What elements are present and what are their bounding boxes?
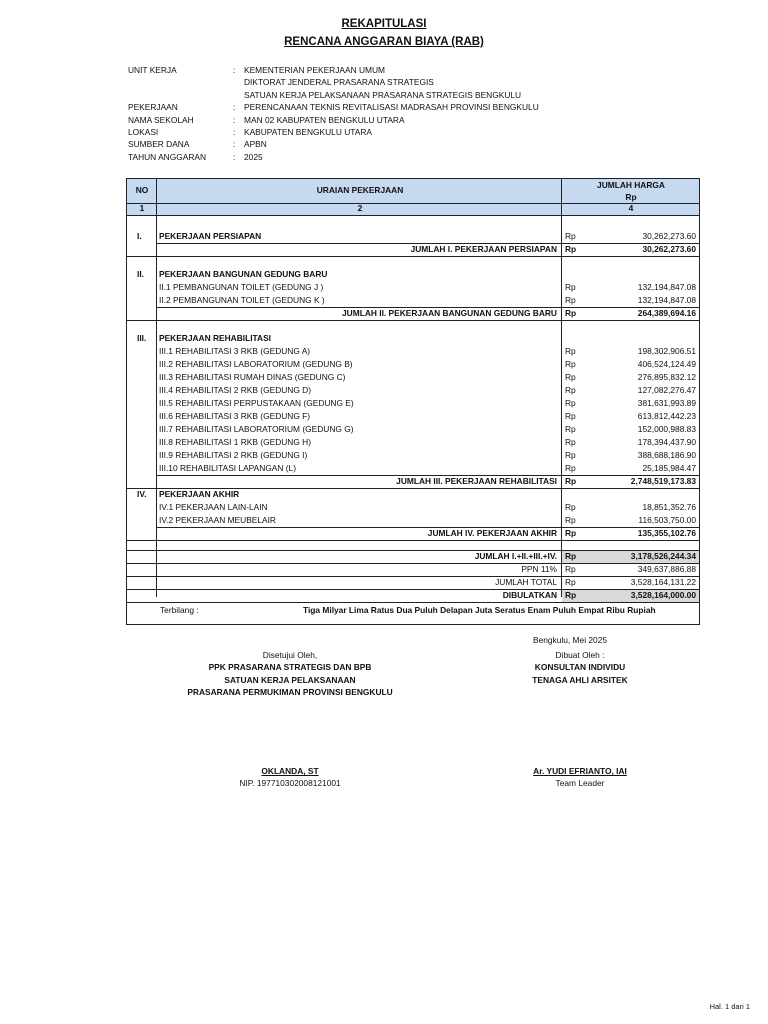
info-label: PEKERJAAN (128, 102, 178, 113)
total-amount: 3,178,526,244.34 (630, 551, 696, 561)
section-row (127, 230, 699, 243)
total-label: DIBULATKAN (502, 590, 557, 600)
row-no: III. (137, 333, 147, 343)
row-desc: III.9 REHABILITASI 2 RKB (GEDUNG I) (159, 450, 308, 460)
terbilang-label: Terbilang : (160, 605, 199, 615)
table-row (127, 501, 699, 514)
table-row (127, 358, 699, 371)
rab-table (126, 178, 700, 625)
row-desc: III.7 REHABILITASI LABORATORIUM (GEDUNG G) (159, 424, 354, 434)
made-by-label: Dibuat Oleh : (555, 650, 605, 660)
row-rp: Rp (565, 398, 576, 408)
row-desc: III.10 REHABILITASI LAPANGAN (L) (159, 463, 296, 473)
row-amount: 135,355,102.76 (637, 528, 696, 538)
row-rp: Rp (565, 450, 576, 460)
total-label: JUMLAH TOTAL (495, 577, 557, 587)
header-rp: Rp (625, 192, 637, 202)
subtotal-line-top (156, 527, 699, 528)
row-rp: Rp (565, 244, 577, 254)
table-row (127, 384, 699, 397)
row-rp: Rp (565, 437, 576, 447)
row-amount: 152,000,988.83 (637, 424, 696, 434)
row-desc: III.3 REHABILITASI RUMAH DINAS (GEDUNG C) (159, 372, 346, 382)
row-rp: Rp (565, 308, 577, 318)
row-desc: III.1 REHABILITASI 3 RKB (GEDUNG A) (159, 346, 311, 356)
right-signatory (480, 649, 680, 686)
left-title-3: PRASARANA PERMUKIMAN PROVINSI BENGKULU (187, 687, 393, 698)
row-amount: 406,524,124.49 (637, 359, 696, 369)
right-title-1: KONSULTAN INDIVIDU (534, 662, 626, 673)
row-desc: JUMLAH I. PEKERJAAN PERSIAPAN (410, 244, 557, 254)
table-row (127, 281, 699, 294)
table-row (127, 397, 699, 410)
left-title-2: SATUAN KERJA PELAKSANAAN (224, 674, 356, 685)
table-row (127, 436, 699, 449)
row-desc: II.1 PEMBANGUNAN TOILET (GEDUNG J ) (159, 282, 324, 292)
colnum-2: 2 (357, 203, 363, 213)
row-desc: III.6 REHABILITASI 3 RKB (GEDUNG F) (159, 411, 311, 421)
row-rp: Rp (565, 231, 576, 241)
row-rp: Rp (565, 424, 576, 434)
row-desc: JUMLAH IV. PEKERJAAN AKHIR (427, 528, 557, 538)
totals-line (127, 602, 699, 603)
row-desc: PEKERJAAN BANGUNAN GEDUNG BARU (159, 269, 328, 279)
row-rp: Rp (565, 528, 577, 538)
row-no: II. (137, 269, 144, 279)
info-colon: : (233, 126, 236, 137)
section-row (127, 488, 699, 501)
total-rp: Rp (565, 590, 577, 600)
row-amount: 381,631,993.89 (637, 398, 696, 408)
row-desc: III.2 REHABILITASI LABORATORIUM (GEDUNG B) (159, 359, 353, 369)
info-value: KABUPATEN BENGKULU UTARA (244, 126, 372, 137)
row-no: I. (137, 231, 142, 241)
total-rp: Rp (565, 577, 576, 587)
info-colon: : (233, 65, 236, 75)
place-date: Bengkulu, Mei 2025 (532, 635, 608, 645)
right-signatory-name: Ar. YUDI EFRIANTO, IAI (533, 766, 627, 776)
approved-by-label: Disetujui Oleh, (262, 650, 318, 660)
total-label: JUMLAH I.+II.+III.+IV. (474, 551, 557, 561)
row-rp: Rp (565, 502, 576, 512)
row-desc: PEKERJAAN AKHIR (159, 489, 240, 499)
left-signatory-name: OKLANDA, ST (261, 766, 319, 776)
row-amount: 276,895,832.12 (637, 372, 696, 382)
row-amount: 198,302,906.51 (637, 346, 696, 356)
header-uraian: URAIAN PEKERJAAN (316, 185, 404, 195)
colnum-divider (127, 215, 699, 216)
terbilang-text: Tiga Milyar Lima Ratus Dua Puluh Delapan Juta Seratus Enam Puluh Empat Ribu Rupiah (303, 605, 656, 615)
info-colon: : (233, 151, 236, 162)
left-signatory-nip: NIP. 197710302008121001 (239, 778, 341, 789)
table-row (127, 371, 699, 384)
header-jumlah-harga: JUMLAH HARGA (597, 180, 665, 190)
row-no: IV. (137, 489, 147, 499)
info-value: DIKTORAT JENDERAL PRASARANA STRATEGIS (244, 77, 434, 88)
section-row (127, 332, 699, 345)
row-rp: Rp (565, 463, 576, 473)
row-rp: Rp (565, 385, 576, 395)
document-title: REKAPITULASI (341, 18, 427, 30)
subtotal-row (127, 307, 699, 320)
total-row (127, 576, 699, 589)
left-title-1: PPK PRASARANA STRATEGIS DAN BPB (208, 662, 372, 673)
info-label: NAMA SEKOLAH (128, 114, 194, 125)
row-rp: Rp (565, 372, 576, 382)
left-signature-block (160, 765, 420, 790)
section-row (127, 268, 699, 281)
info-colon: : (233, 139, 236, 150)
row-desc: III.5 REHABILITASI PERPUSTAKAAN (GEDUNG E) (159, 398, 354, 408)
total-amount: 3,528,164,000.00 (630, 590, 696, 600)
totals-line (127, 540, 699, 541)
row-desc: IV.1 PEKERJAAN LAIN-LAIN (159, 502, 268, 512)
info-label: LOKASI (128, 126, 159, 137)
info-colon: : (233, 114, 236, 125)
right-signature-block (480, 765, 680, 790)
right-signatory-role: Team Leader (555, 778, 605, 789)
document-subtitle: RENCANA ANGGARAN BIAYA (RAB) (284, 36, 484, 48)
row-amount: 18,851,352.76 (642, 502, 696, 512)
subtotal-row (127, 475, 699, 488)
total-amount: 349,637,886.88 (637, 564, 696, 574)
info-colon: : (233, 102, 236, 113)
row-amount: 388,688,186.90 (637, 450, 696, 460)
info-value: 2025 (244, 151, 263, 162)
colnum-4: 4 (628, 203, 634, 213)
row-desc: PEKERJAAN PERSIAPAN (159, 231, 262, 241)
row-rp: Rp (565, 476, 577, 486)
row-amount: 132,194,847.08 (637, 295, 696, 305)
row-rp: Rp (565, 411, 576, 421)
row-amount: 264,389,694.16 (637, 308, 696, 318)
header-divider (127, 203, 699, 204)
info-value: KEMENTERIAN PEKERJAAN UMUM (244, 65, 385, 75)
row-rp: Rp (565, 295, 576, 305)
table-row (127, 462, 699, 475)
page-number: Hal. 1 dari 1 (709, 1002, 750, 1011)
row-amount: 178,394,437.90 (637, 437, 696, 447)
row-desc: IV.2 PEKERJAAN MEUBELAIR (159, 515, 276, 525)
left-signatory (160, 649, 420, 699)
total-label: PPN 11% (521, 564, 557, 574)
total-amount: 3,528,164,131.22 (630, 577, 696, 587)
colnum-1: 1 (139, 203, 145, 213)
row-amount: 30,262,273.60 (642, 231, 696, 241)
table-row (127, 410, 699, 423)
right-title-2: TENAGA AHLI ARSITEK (532, 674, 628, 685)
table-row (127, 423, 699, 436)
row-rp: Rp (565, 346, 576, 356)
row-amount: 127,082,276.47 (637, 385, 696, 395)
row-desc: JUMLAH II. PEKERJAAN BANGUNAN GEDUNG BARU (342, 308, 557, 318)
row-desc: JUMLAH III. PEKERJAAN REHABILITASI (396, 476, 557, 486)
row-desc: PEKERJAAN REHABILITASI (159, 333, 271, 343)
info-label: SUMBER DANA (128, 139, 190, 150)
info-label: UNIT KERJA (128, 65, 177, 75)
row-amount: 613,812,442.23 (637, 411, 696, 421)
row-rp: Rp (565, 359, 576, 369)
subtotal-row (127, 243, 699, 256)
total-row (127, 589, 699, 602)
total-rp: Rp (565, 564, 576, 574)
row-amount: 132,194,847.08 (637, 282, 696, 292)
subtotal-line-bottom (127, 320, 699, 321)
row-desc: III.8 REHABILITASI 1 RKB (GEDUNG H) (159, 437, 312, 447)
table-row (127, 345, 699, 358)
subtotal-line-bottom (127, 256, 699, 257)
row-rp: Rp (565, 515, 576, 525)
table-row (127, 514, 699, 527)
row-amount: 25,185,984.47 (642, 463, 696, 473)
header-no: NO (135, 185, 149, 195)
row-desc: III.4 REHABILITASI 2 RKB (GEDUNG D) (159, 385, 312, 395)
row-desc: II.2 PEMBANGUNAN TOILET (GEDUNG K ) (159, 295, 325, 305)
total-rp: Rp (565, 551, 577, 561)
row-rp: Rp (565, 282, 576, 292)
subtotal-line-top (156, 307, 699, 308)
table-row (127, 449, 699, 462)
info-label: TAHUN ANGGARAN (128, 151, 207, 162)
table-row (127, 294, 699, 307)
info-value: SATUAN KERJA PELAKSANAAN PRASARANA STRATEGIS BENGKULU (244, 89, 522, 100)
subtotal-line-top (156, 243, 699, 244)
total-row (127, 563, 699, 576)
subtotal-row (127, 527, 699, 540)
info-value: MAN 02 KABUPATEN BENGKULU UTARA (244, 114, 405, 125)
info-value: APBN (244, 139, 267, 150)
info-value: PERENCANAAN TEKNIS REVITALISASI MADRASAH PROVINSI BENGKULU (244, 102, 539, 113)
subtotal-line-top (156, 475, 699, 476)
total-row (127, 550, 699, 563)
row-amount: 116,503,750.00 (638, 515, 696, 525)
row-amount: 2,748,519,173.83 (630, 476, 696, 486)
row-amount: 30,262,273.60 (642, 244, 696, 254)
